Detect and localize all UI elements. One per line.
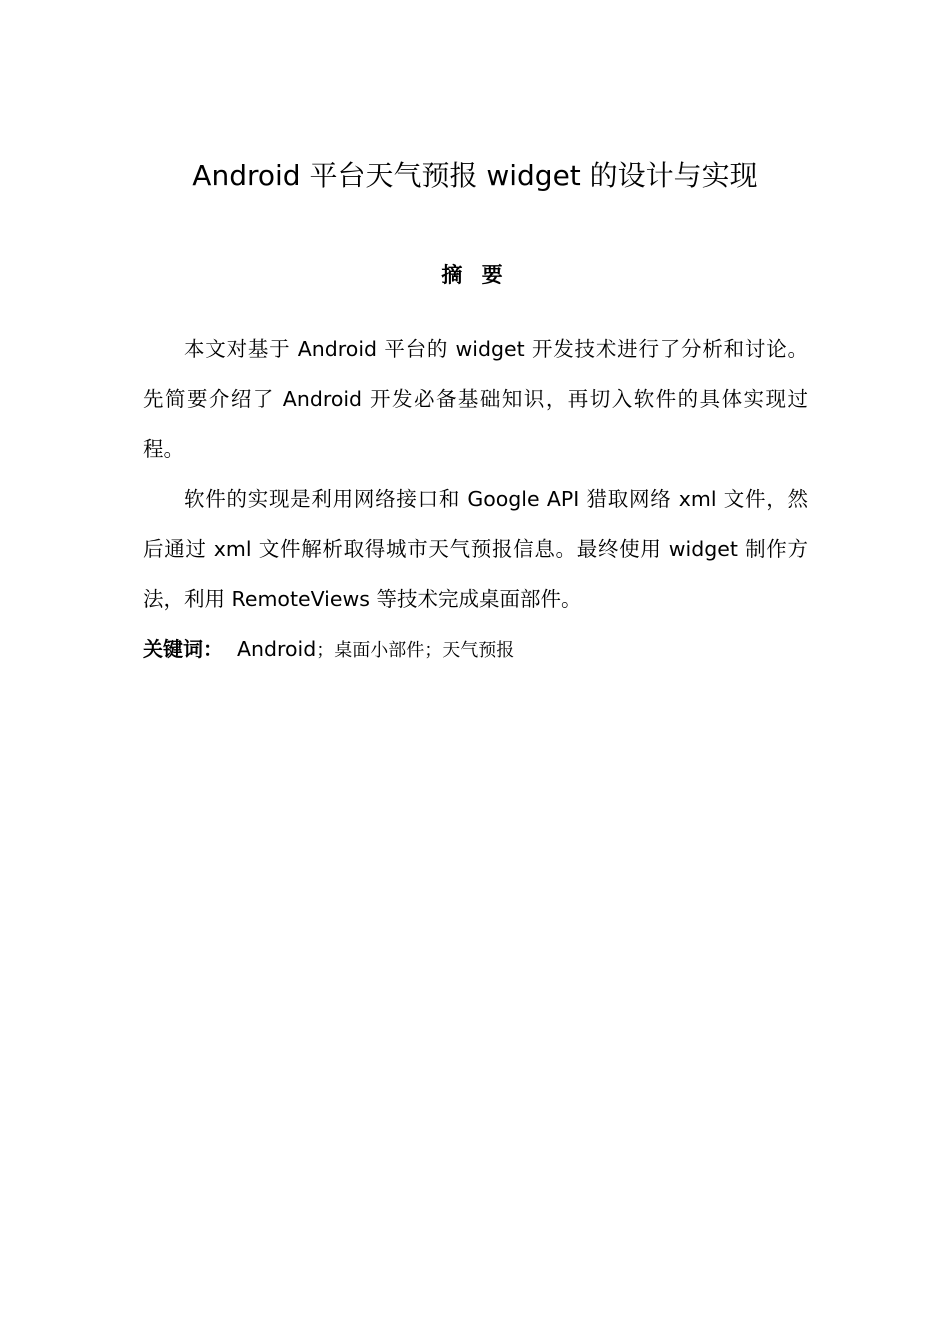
keywords-list: ；桌面小部件；天气预报 <box>316 640 515 661</box>
abstract-heading: 摘 要 <box>441 263 509 287</box>
abstract-paragraph-1: 本文对基于 Android 平台的 widget 开发技术进行了分析和讨论。先简要介绍了 Android 开发必备基础知识，再切入软件的具体实现过程。 <box>143 337 808 461</box>
keywords-label: 关键词： <box>143 637 223 661</box>
keywords-line <box>143 624 808 676</box>
document-title: Android 平台天气预报 widget 的设计与实现 <box>192 159 758 192</box>
abstract-body <box>143 324 808 624</box>
keyword-android: Android <box>237 637 317 661</box>
abstract-paragraph-2: 软件的实现是利用网络接口和 Google API 猎取网络 xml 文件，然后通过 xml 文件解析取得城市天气预报信息。最终使用 widget 制作方法，利用 RemoteViews 等技术完成桌面部件。 <box>143 487 808 611</box>
